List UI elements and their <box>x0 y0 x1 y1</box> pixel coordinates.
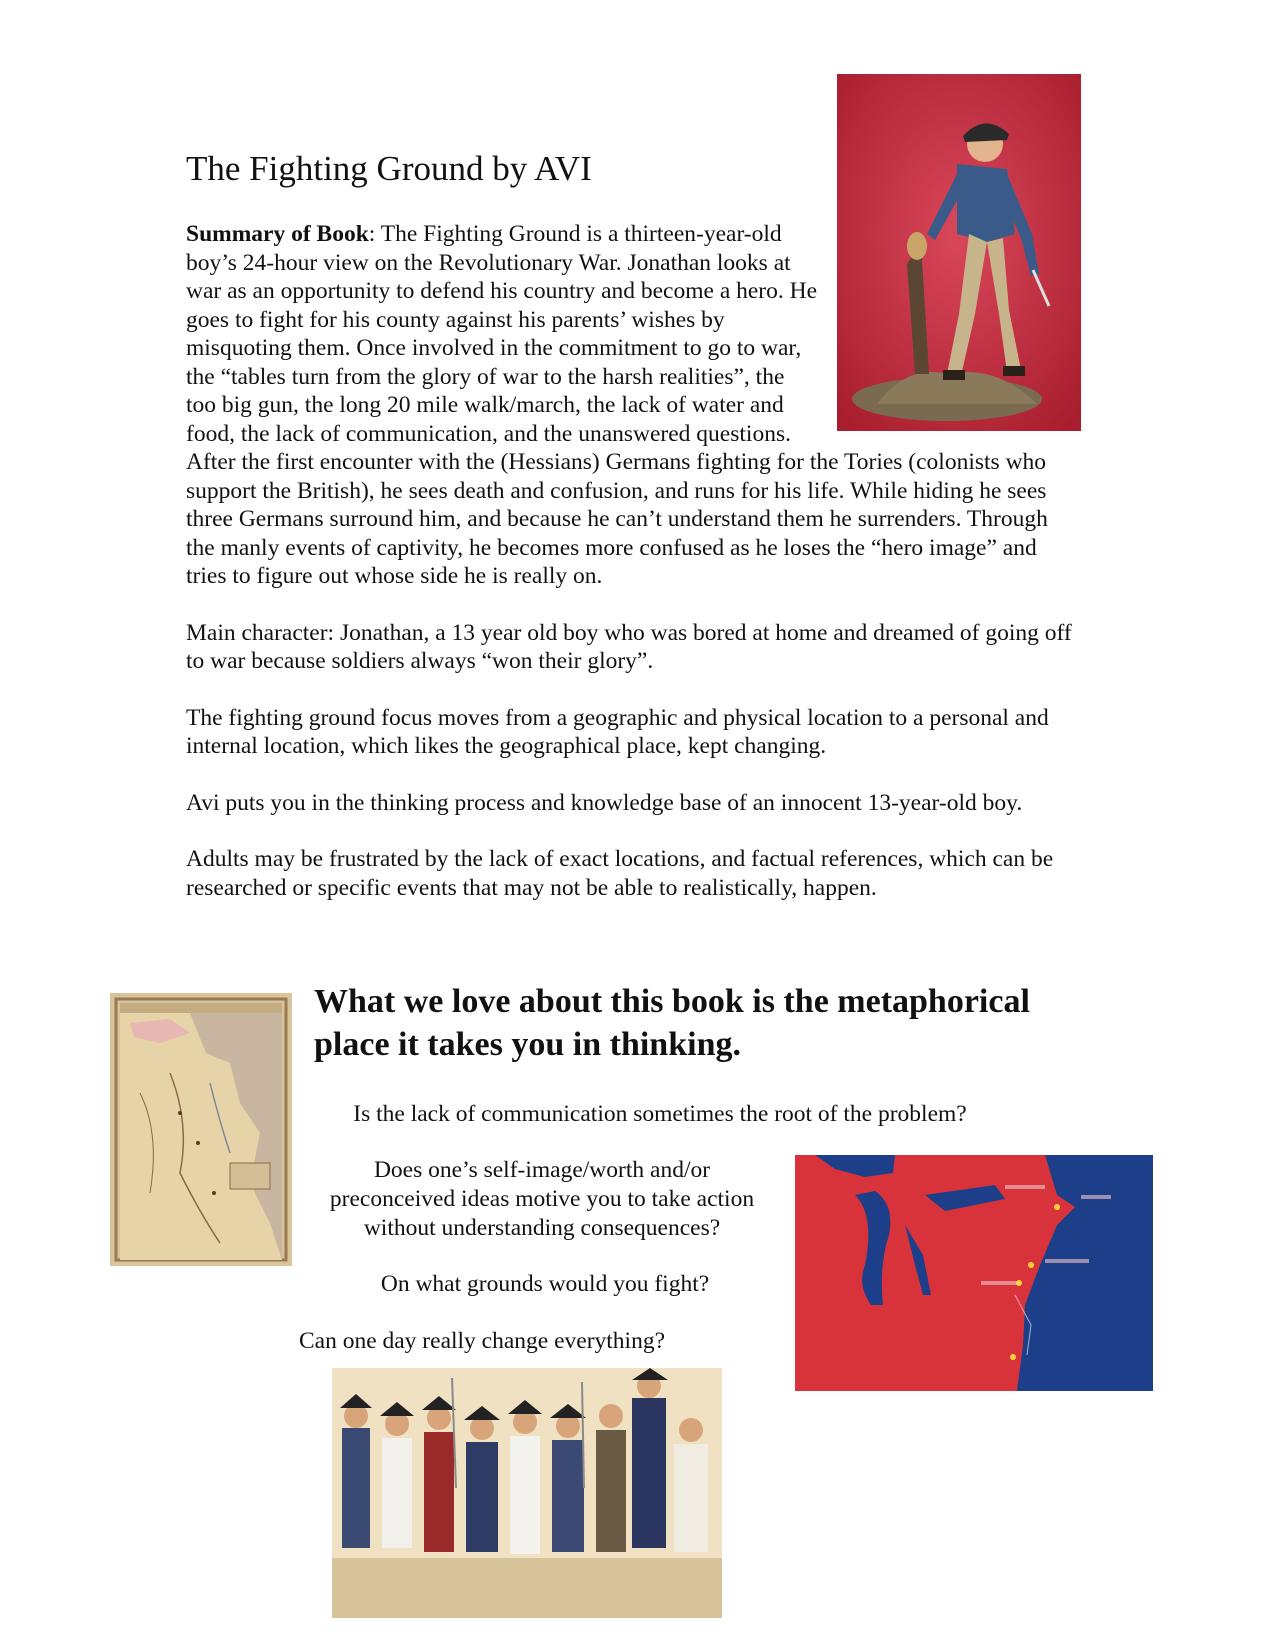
summary-section <box>186 220 1081 930</box>
thinking-process-paragraph: Avi puts you in the thinking process and knowledge base of an innocent 13-year-old boy. <box>186 789 1023 816</box>
summary-label: Summary of Book <box>186 221 369 247</box>
summary-text: : The Fighting Ground is a thirteen-year-old boy’s 24-hour view on the Revolutionary War. Jonathan looks at war as an opportunity to defend his country and become a hero. He goes to fight for his county against his parents’ wishes by misquoting them. Once involved in the commitment to go to war, the “tables turn from the glory of war to the harsh realities”, the too big gun, the long 20 mile walk/march, the lack of water and food, the lack of communication, and the unanswered questions. After the first encounter with the (Hessians) Germans fighting for the Tories (colonists who support the British), he sees death and confusion, and runs for his life. While hiding he sees three Germans surround him, and because he can’t understand them he surrenders. Through the manly events of captivity, he becomes more confused as he loses the “hero image” and tries to figure out whose side he is really on. <box>186 221 1048 589</box>
question-self-image: Does one’s self-image/worth and/or preconceived ideas motive you to take action without understanding consequences? <box>329 1157 755 1241</box>
antique-map-image <box>110 993 292 1266</box>
adults-paragraph: Adults may be frustrated by the lack of exact locations, and factual references, which can be researched or specific events that may not be able to realistically, happen. <box>186 846 1054 901</box>
love-heading: What we love about this book is the metaphorical place it takes you in thinking. <box>314 983 1030 1063</box>
question-grounds: On what grounds would you fight? <box>380 1271 710 1297</box>
question-one-day: Can one day really change everything? <box>298 1328 666 1354</box>
focus-paragraph: The fighting ground focus moves from a geographic and physical location to a personal and internal location, which likes the geographical place, kept changing. <box>186 704 1049 759</box>
soldier-figurine-photo <box>837 74 1081 431</box>
page-title: The Fighting Ground by AVI <box>186 149 592 188</box>
red-northeast-map-image <box>795 1155 1153 1391</box>
soldiers-painting-image <box>332 1368 722 1618</box>
question-communication: Is the lack of communication sometimes the root of the problem? <box>353 1101 967 1127</box>
main-character-paragraph: Main character: Jonathan, a 13 year old boy who was bored at home and dreamed of going off to war because soldiers always “won their glory”. <box>186 619 1072 674</box>
